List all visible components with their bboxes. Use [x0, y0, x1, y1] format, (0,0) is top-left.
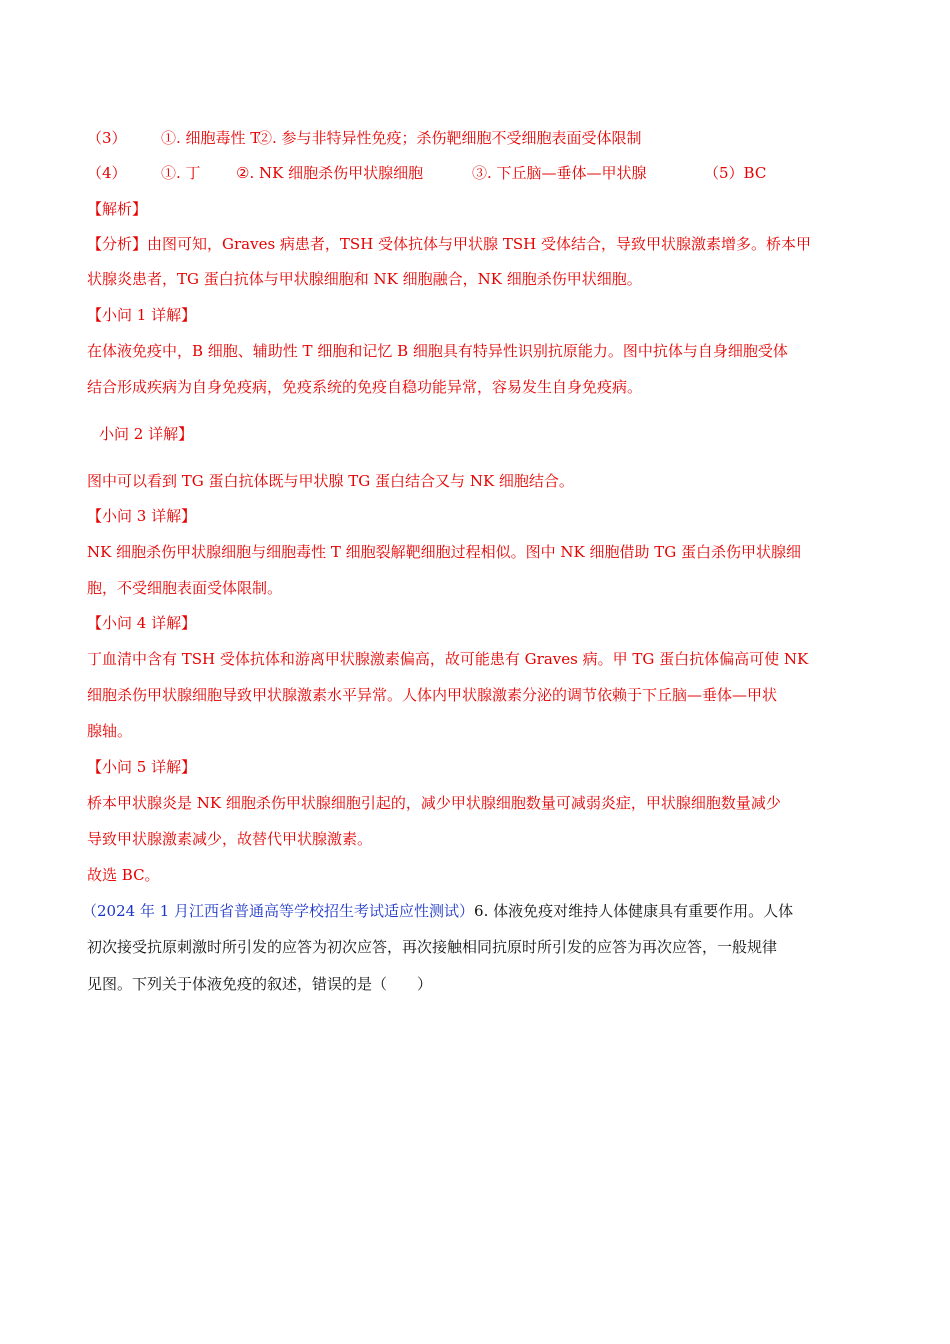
- sub5-text: 桥本甲状腺炎是 NK 细胞杀伤甲状腺细胞引起的，减少甲状腺细胞数量可减弱炎症，甲状腺细胞数量减少: [87, 794, 781, 812]
- answer-item: ①. 丁: [161, 164, 201, 182]
- answer-item: ②. NK 细胞杀伤甲状腺细胞: [236, 164, 424, 182]
- sub4-text: 腺轴。: [87, 722, 133, 740]
- analysis-text: 状腺炎患者，TG 蛋白抗体与甲状腺细胞和 NK 细胞融合，NK 细胞杀伤甲状细胞。: [87, 270, 642, 288]
- answer-number: （4）: [87, 164, 127, 182]
- sub5-heading: 【小问 5 详解】: [87, 758, 197, 776]
- answer-item: ①. 细胞毒性 T: [161, 129, 261, 147]
- sub5-text: 导致甲状腺激素减少，故替代甲状腺激素。: [87, 830, 373, 848]
- sub2-text: 图中可以看到 TG 蛋白抗体既与甲状腺 TG 蛋白结合又与 NK 细胞结合。: [87, 472, 574, 490]
- sub4-text: 细胞杀伤甲状腺细胞导致甲状腺激素水平异常。人体内甲状腺激素分泌的调节依赖于下丘脑—垂体—甲状: [87, 686, 778, 704]
- analysis-text: 【分析】由图可知，Graves 病患者，TSH 受体抗体与甲状腺 TSH 受体结合，导致甲状腺激素增多。桥本甲: [87, 235, 811, 253]
- answer-item: ②. 参与非特异性免疫；杀伤靶细胞不受细胞表面受体限制: [257, 129, 642, 147]
- answer-item: ③. 下丘脑—垂体—甲状腺: [472, 164, 647, 182]
- sub2-heading: 小问 2 详解】: [99, 425, 194, 443]
- analysis-heading: 【解析】: [87, 200, 148, 218]
- sub1-text: 在体液免疫中，B 细胞、辅助性 T 细胞和记忆 B 细胞具有特异性识别抗原能力。图中抗体与自身细胞受体: [87, 342, 788, 360]
- answer-line-3: [87, 129, 877, 147]
- sub1-text: 结合形成疾病为自身免疫病，免疫系统的免疫自稳功能异常，容易发生自身免疫病。: [87, 378, 643, 396]
- question6-text: 见图。下列关于体液免疫的叙述，错误的是（ ）: [87, 975, 433, 993]
- sub3-heading: 【小问 3 详解】: [87, 507, 197, 525]
- answer-item: （5）BC: [704, 164, 767, 182]
- answer-line-4: [87, 164, 877, 182]
- sub1-heading: 【小问 1 详解】: [87, 306, 197, 324]
- sub3-text: NK 细胞杀伤甲状腺细胞与细胞毒性 T 细胞裂解靶细胞过程相似。图中 NK 细胞借助 TG 蛋白杀伤甲状腺细: [87, 543, 802, 561]
- sub4-text: 丁血清中含有 TSH 受体抗体和游离甲状腺激素偏高，故可能患有 Graves 病。甲 TG 蛋白抗体偏高可使 NK: [87, 650, 809, 668]
- sub4-heading: 【小问 4 详解】: [87, 614, 197, 632]
- question6-first-line: [82, 902, 872, 920]
- sub5-text: 故选 BC。: [87, 866, 160, 884]
- question-text: 6. 体液免疫对维持人体健康具有重要作用。人体: [474, 902, 794, 920]
- answer-number: （3）: [87, 129, 127, 147]
- sub3-text: 胞，不受细胞表面受体限制。: [87, 579, 283, 597]
- question-source: （2024 年 1 月江西省普通高等学校招生考试适应性测试）: [82, 902, 475, 920]
- question6-text: 初次接受抗原刺激时所引发的应答为初次应答，再次接触相同抗原时所引发的应答为再次应答，一般规律: [87, 938, 778, 956]
